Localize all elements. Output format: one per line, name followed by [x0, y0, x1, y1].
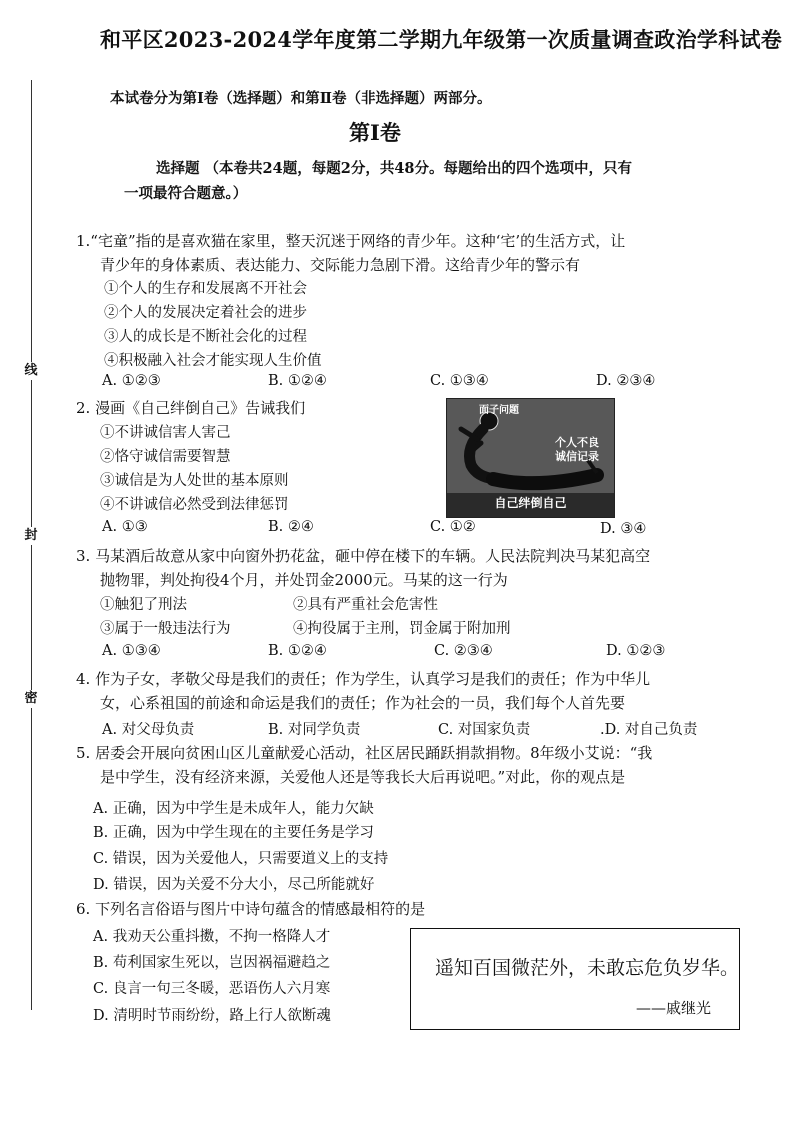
statement-item: ③诚信是为人处世的基本原则: [100, 473, 289, 489]
section-title: 第Ⅰ卷: [349, 120, 401, 145]
option-a: A. ①③④: [102, 643, 161, 659]
statement-item: ④不讲诚信必然受到法律惩罚: [100, 497, 289, 513]
statement-item: ④积极融入社会才能实现人生价值: [104, 353, 322, 369]
option-c: C. 错误，因为关爱他人，只需要道义上的支持: [93, 851, 389, 867]
option-a: A. 正确，因为中学生是未成年人，能力欠缺: [93, 801, 374, 817]
option-b: B. ①②④: [268, 643, 327, 659]
instructions-line-2: 一项最符合题意。）: [124, 185, 248, 202]
option-d: D. ③④: [600, 521, 647, 537]
option-d: D. ②③④: [596, 373, 656, 389]
question-stem: 6. 下列名言俗语与图片中诗句蕴含的情感最相符的是: [76, 900, 426, 918]
cartoon-caption: 自己绊倒自己: [494, 496, 567, 510]
cartoon-image: [446, 398, 615, 518]
question-stem: 女，心系祖国的前途和命运是我们的责任；作为社会的一员，我们每个人首先要: [100, 694, 626, 712]
question-stem: 5. 居委会开展向贫困山区儿童献爱心活动，社区居民踊跃捐款捐物。8年级小艾说：“我: [76, 744, 653, 762]
cartoon-tag: 诚信记录: [555, 450, 599, 463]
option-c: C. 对国家负责: [438, 722, 531, 738]
poem-image: [410, 928, 740, 1030]
statement-item: ①个人的生存和发展离不开社会: [104, 281, 307, 297]
option-b: B. 对同学负责: [268, 722, 361, 738]
statement-item: ③属于一般违法行为: [100, 621, 231, 637]
option-b: B. ①②④: [268, 373, 327, 389]
statement-item: ②恪守诚信需要智慧: [100, 449, 231, 465]
option-a: A. ①②③: [102, 373, 161, 389]
poem-text: 遥知百国微茫外，未敢忘危负岁华。: [435, 957, 740, 979]
question-stem: 抛物罪，判处拘役4个月，并处罚金2000元。马某的这一行为: [100, 571, 508, 589]
option-d: D. 错误，因为关爱不分大小，尽己所能就好: [93, 877, 375, 893]
statement-item: ②具有严重社会危害性: [293, 597, 438, 613]
question-stem: 4. 作为子女，孝敬父母是我们的责任；作为学生，认真学习是我们的责任；作为中华儿: [76, 670, 651, 688]
option-a: A. 我劝天公重抖擞，不拘一格降人才: [93, 929, 331, 945]
option-a: A. 对父母负责: [102, 722, 195, 738]
exam-title: 和平区2023-2024学年度第二学期九年级第一次质量调查政治学科试卷: [100, 27, 783, 52]
question-stem: 青少年的身体素质、表达能力、交际能力急剧下滑。这给青少年的警示有: [100, 256, 581, 274]
margin-mark-seal: 封: [22, 527, 40, 545]
option-c: C. ①②: [430, 519, 476, 535]
margin-mark-line: 线: [22, 362, 40, 380]
option-b: B. 苟利国家生死以，岂因祸福避趋之: [93, 955, 331, 971]
option-a: A. ①③: [102, 519, 148, 535]
question-stem: 2. 漫画《自己绊倒自己》告诫我们: [76, 399, 306, 417]
cartoon-tag: 个人不良: [555, 436, 599, 449]
cartoon-tag: 面子问题: [479, 405, 519, 416]
statement-item: ①触犯了刑法: [100, 597, 187, 613]
option-c: C. 良言一句三冬暖，恶语伤人六月寒: [93, 981, 331, 997]
statement-item: ③人的成长是不断社会化的过程: [104, 329, 307, 345]
margin-mark-secret: 密: [22, 690, 40, 708]
poem-author: ——戚继光: [635, 999, 711, 1017]
option-b: B. ②④: [268, 519, 314, 535]
option-c: C. ②③④: [434, 643, 493, 659]
statement-item: ④拘役属于主刑，罚金属于附加刑: [293, 621, 511, 637]
option-c: C. ①③④: [430, 373, 489, 389]
question-stem: 1.“宅童”指的是喜欢猫在家里，整天沉迷于网络的青少年。这种‘宅’的生活方式，让: [76, 232, 626, 250]
binding-line: [31, 80, 32, 1010]
question-stem: 是中学生，没有经济来源，关爱他人还是等我长大后再说吧。”对此，你的观点是: [100, 768, 626, 786]
question-stem: 3. 马某酒后故意从家中向窗外扔花盆，砸中停在楼下的车辆。人民法院判决马某犯高空: [76, 547, 651, 565]
option-d: D. 清明时节雨纷纷，路上行人欲断魂: [93, 1008, 331, 1024]
statement-item: ①不讲诚信害人害己: [100, 425, 231, 441]
statement-item: ②个人的发展决定着社会的进步: [104, 305, 307, 321]
option-d: D. ①②③: [606, 643, 666, 659]
option-b: B. 正确，因为中学生现在的主要任务是学习: [93, 825, 374, 841]
exam-intro: 本试卷分为第Ⅰ卷（选择题）和第Ⅱ卷（非选择题）两部分。: [110, 90, 492, 107]
option-d: .D. 对自己负责: [600, 722, 698, 738]
instructions-line-1: 选择题 （本卷共24题，每题2分，共48分。每题给出的四个选项中，只有: [156, 160, 632, 177]
